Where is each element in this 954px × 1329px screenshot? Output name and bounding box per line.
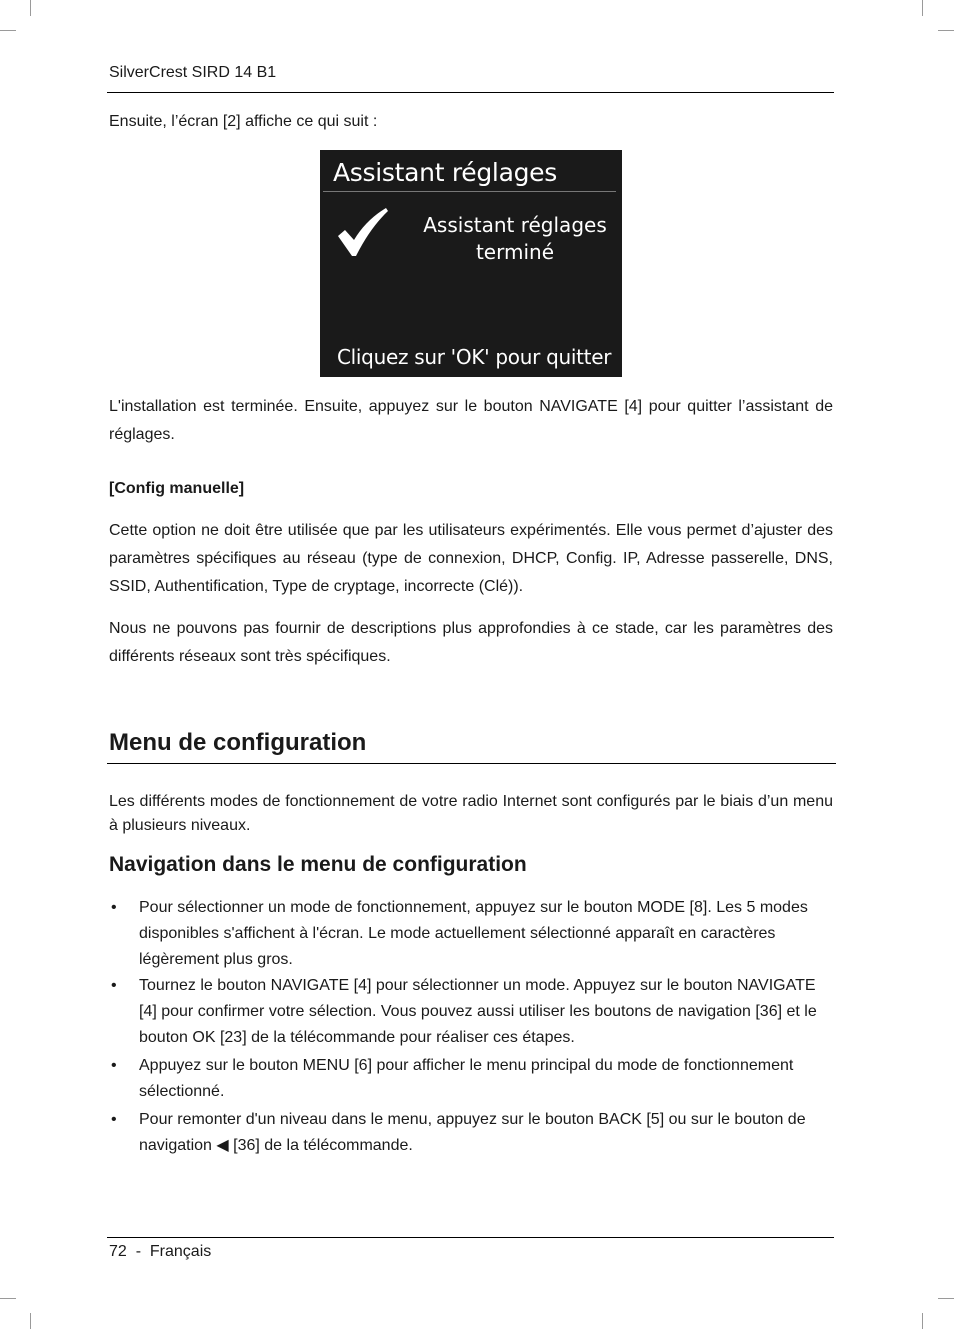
crop-mark [0, 1298, 16, 1299]
nav-bullet-list [109, 895, 833, 1159]
bullet-icon: • [111, 899, 117, 916]
list-item-text: Pour sélectionner un mode de fonctionnement, appuyez sur le bouton MODE [8]. Les 5 modes disponibles s'affichent à l'écran. Le mode actuellement sélectionné apparaît en caractères légèrement plus gros. [139, 899, 808, 968]
crop-mark [922, 0, 923, 16]
crop-mark [938, 1298, 954, 1299]
bullet-icon: • [111, 977, 117, 994]
crop-mark [0, 30, 16, 31]
page-header: SilverCrest SIRD 14 B1 [109, 64, 277, 81]
list-item-text: Appuyez sur le bouton MENU [6] pour afficher le menu principal du mode de fonctionnement sélectionné. [139, 1057, 794, 1100]
screen-message-line1: Assistant réglages [423, 213, 607, 237]
config-paragraph-2: Nous ne pouvons pas fournir de descriptions plus approfondies à ce stade, car les paramètres des différents réseaux sont très spécifiques. [109, 620, 833, 665]
header-rule [107, 92, 834, 93]
config-manual-heading: [Config manuelle] [109, 480, 245, 497]
crop-mark [30, 0, 31, 16]
crop-mark [922, 1313, 923, 1329]
device-screen [320, 150, 622, 377]
list-item-text: Pour remonter d'un niveau dans le menu, appuyez sur le bouton BACK [5] ou sur le bouton de navigation ◀ [36] de la télécommande. [139, 1111, 806, 1154]
crop-mark [938, 30, 954, 31]
footer-rule [107, 1237, 834, 1238]
menu-heading-rule [107, 763, 836, 764]
list-item [109, 973, 833, 1051]
screen-footer: Cliquez sur 'OK' pour quitter [337, 345, 612, 369]
screen-message-line2: terminé [475, 240, 555, 264]
menu-heading: Menu de configuration [109, 729, 367, 756]
crop-mark [30, 1313, 31, 1329]
menu-paragraph: Les différents modes de fonctionnement de votre radio Internet sont configurés par le biais d’un menu à plusieurs niveaux. [109, 793, 833, 834]
nav-heading: Navigation dans le menu de configuration [109, 853, 527, 876]
list-item [109, 1053, 833, 1105]
bullet-icon: • [111, 1111, 117, 1128]
list-item [109, 895, 833, 973]
page-footer: 72 - Français [109, 1243, 212, 1260]
config-paragraph-1: Cette option ne doit être utilisée que par les utilisateurs expérimentés. Elle vous permet d’ajuster des paramètres spécifiques au réseau (type de connexion, DHCP, Config. IP, Adresse passerelle, DNS, SSID, Authentification, Type de cryptage, incorrecte (Clé)). [109, 522, 833, 595]
list-item-text: Tournez le bouton NAVIGATE [4] pour sélectionner un mode. Appuyez sur le bouton NAVIGATE [4] pour confirmer votre sélection. Vous pouvez aussi utiliser les boutons de navigation [36] et le bouton OK [23] de la télécommande pour réaliser ces étapes. [139, 977, 817, 1046]
checkmark-icon [336, 206, 390, 258]
intro-text: Ensuite, l’écran [2] affiche ce qui suit : [109, 113, 378, 130]
screen-divider [323, 191, 616, 192]
screen-title: Assistant réglages [333, 158, 557, 187]
list-item [109, 1107, 833, 1159]
install-paragraph: L'installation est terminée. Ensuite, appuyez sur le bouton NAVIGATE [4] pour quitter l’assistant de réglages. [109, 398, 833, 443]
screen-message [415, 212, 615, 266]
bullet-icon: • [111, 1057, 117, 1074]
